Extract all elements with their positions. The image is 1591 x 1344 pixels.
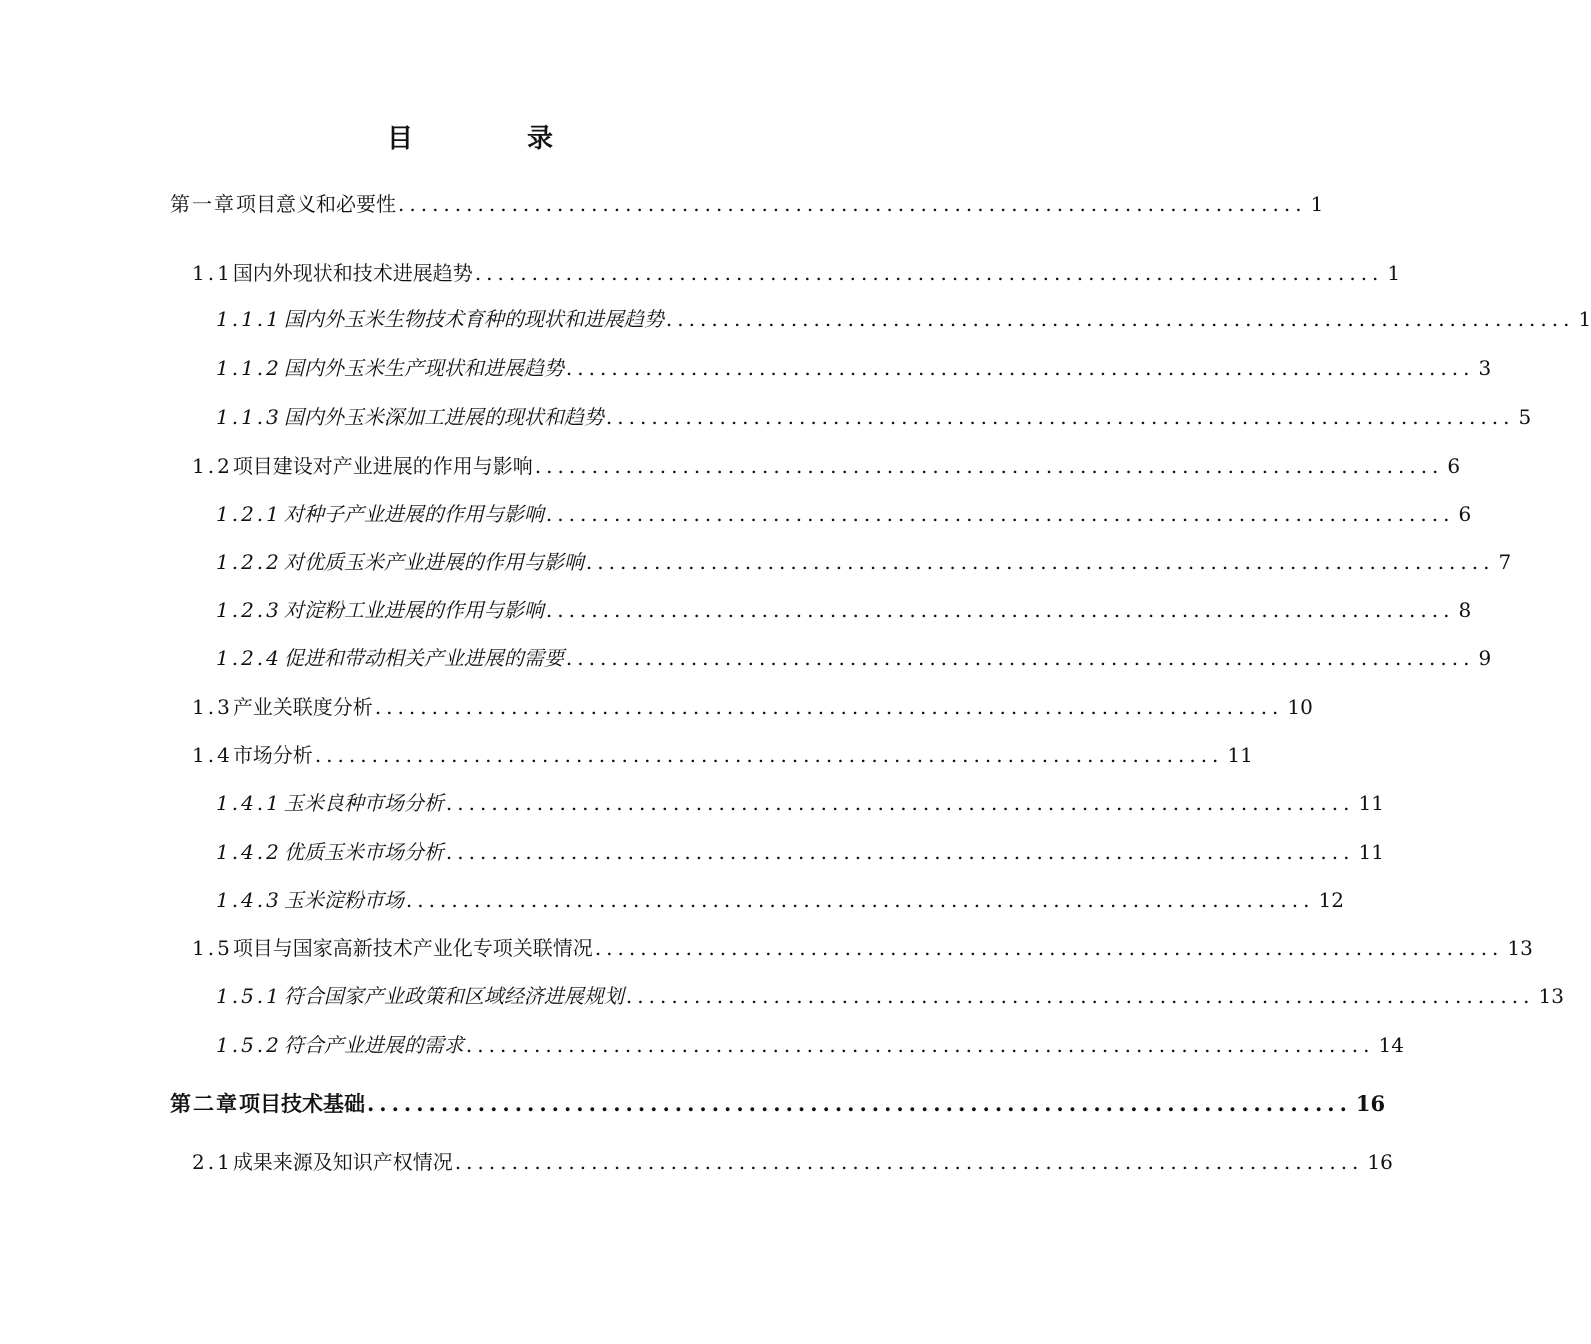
toc-dot-leader: ................................................................................ [374,695,1284,719]
toc-section-entry[interactable] [192,257,1401,287]
toc-entry-number: 第二章 [170,1091,239,1116]
toc-subsection-entry[interactable] [216,498,1472,528]
toc-entry-number: 1.4.3 [216,888,282,912]
toc-page-number: 16 [1355,1091,1386,1116]
toc-entry-title: 符合产业进展的需求 [283,1033,464,1057]
toc-entry-title: 成果来源及知识产权情况 [232,1150,453,1174]
toc-title: 目 录 [386,124,597,154]
toc-page-number: 11 [1358,840,1384,864]
toc-dot-leader: ................................................................................ [405,888,1315,912]
toc-entry-number: 1.1.2 [216,356,282,380]
toc-entry-number: 1.1 [192,261,233,285]
toc-entry-number: 1.5 [192,936,233,960]
toc-dot-leader: ................................................................................ [454,1150,1364,1174]
toc-dot-leader: ................................................................................ [545,502,1455,526]
toc-dot-leader: ................................................................................ [594,936,1504,960]
toc-entry-number: 1.2.2 [216,550,282,574]
toc-page-number: 7 [1498,550,1512,574]
toc-dot-leader: ................................................................................ [545,598,1455,622]
toc-entry-number: 1.2.1 [216,502,282,526]
toc-page-number: 13 [1538,984,1564,1008]
toc-subsection-entry[interactable] [216,642,1492,672]
toc-entry-number: 1.1.1 [216,307,282,331]
toc-page-number: 14 [1378,1033,1404,1057]
toc-entry-title: 优质玉米市场分析 [283,840,444,864]
toc-entry-number: 1.4.2 [216,840,282,864]
toc-entry-number: 1.2.4 [216,646,282,670]
toc-entry-title: 国内外玉米深加工进展的现状和趋势 [283,405,604,429]
toc-entry-title: 促进和带动相关产业进展的需要 [283,646,564,670]
toc-dot-leader: ................................................................................ [665,307,1575,331]
toc-page-number: 9 [1478,646,1492,670]
toc-subsection-entry[interactable] [216,401,1532,431]
toc-section-entry[interactable] [192,739,1253,769]
toc-section-entry[interactable] [192,450,1461,480]
toc-entry-title: 国内外玉米生产现状和进展趋势 [283,356,564,380]
toc-entry-number: 第一章 [170,192,236,216]
toc-page-number: 6 [1447,454,1461,478]
toc-dot-leader: ................................................................................ [445,840,1355,864]
toc-section-entry[interactable] [192,1146,1393,1176]
toc-entry-title: 市场分析 [232,743,313,767]
toc-entry-title: 玉米淀粉市场 [283,888,404,912]
toc-entry-number: 2.1 [192,1150,233,1174]
toc-entry-title: 项目与国家高新技术产业化专项关联情况 [232,936,593,960]
toc-subsection-entry[interactable] [216,980,1564,1010]
toc-subsection-entry[interactable] [216,303,1591,333]
toc-chapter-entry[interactable] [170,1088,1386,1118]
toc-entry-title: 项目建设对产业进展的作用与影响 [232,454,533,478]
toc-dot-leader: ................................................................................ [585,550,1495,574]
toc-page-number: 8 [1458,598,1472,622]
toc-dot-leader: ................................................................................ [625,984,1535,1008]
toc-dot-leader: ................................................................................ [445,791,1355,815]
toc-entry-number: 1.2 [192,454,233,478]
toc-entry-title: 国内外玉米生物技术育种的现状和进展趋势 [283,307,664,331]
toc-entry-title: 玉米良种市场分析 [283,791,444,815]
toc-page-number: 16 [1367,1150,1393,1174]
toc-entry-number: 1.1.3 [216,405,282,429]
toc-entry-title: 产业关联度分析 [232,695,373,719]
toc-page-number: 5 [1518,405,1532,429]
toc-dot-leader: ................................................................................ [565,356,1475,380]
toc-dot-leader: ................................................................................ [398,192,1307,216]
toc-entry-title: 项目技术基础 [239,1091,365,1116]
toc-page-number: 3 [1478,356,1492,380]
toc-subsection-entry[interactable] [216,594,1472,624]
toc-entry-number: 1.4 [192,743,233,767]
toc-subsection-entry[interactable] [216,1029,1404,1059]
toc-subsection-entry[interactable] [216,787,1384,817]
toc-page-number: 1 [1310,192,1324,216]
toc-subsection-entry[interactable] [216,836,1384,866]
toc-dot-leader: ................................................................................ [534,454,1444,478]
toc-page-number: 11 [1358,791,1384,815]
toc-entry-number: 1.4.1 [216,791,282,815]
toc-subsection-entry[interactable] [216,546,1512,576]
toc-page-number: 13 [1507,936,1533,960]
toc-page-number: 12 [1318,888,1344,912]
toc-subsection-entry[interactable] [216,884,1344,914]
toc-page-number: 10 [1287,695,1313,719]
toc-entry-title: 对淀粉工业进展的作用与影响 [283,598,544,622]
toc-dot-leader: ................................................................................ [474,261,1384,285]
toc-dot-leader: ................................................................................ [314,743,1224,767]
toc-chapter-entry[interactable] [170,188,1324,218]
toc-section-entry[interactable] [192,932,1533,962]
toc-entry-title: 符合国家产业政策和区域经济进展规划 [283,984,624,1008]
toc-entry-title: 对种子产业进展的作用与影响 [283,502,544,526]
toc-entry-number: 1.3 [192,695,233,719]
toc-dot-leader: ................................................................................ [465,1033,1375,1057]
toc-dot-leader: ................................................................................ [565,646,1475,670]
toc-page-number: 11 [1227,743,1253,767]
toc-entry-title: 国内外现状和技术进展趋势 [232,261,473,285]
toc-entry-title: 对优质玉米产业进展的作用与影响 [283,550,584,574]
toc-subsection-entry[interactable] [216,352,1492,382]
toc-dot-leader: ................................................................................ [367,1091,1352,1116]
toc-page-number: 1 [1578,307,1591,331]
toc-page-number: 6 [1458,502,1472,526]
toc-entry-number: 1.2.3 [216,598,282,622]
toc-section-entry[interactable] [192,691,1313,721]
toc-page-number: 1 [1387,261,1401,285]
toc-entry-number: 1.5.2 [216,1033,282,1057]
toc-entry-number: 1.5.1 [216,984,282,1008]
toc-dot-leader: ................................................................................ [605,405,1515,429]
toc-entry-title: 项目意义和必要性 [236,192,396,216]
